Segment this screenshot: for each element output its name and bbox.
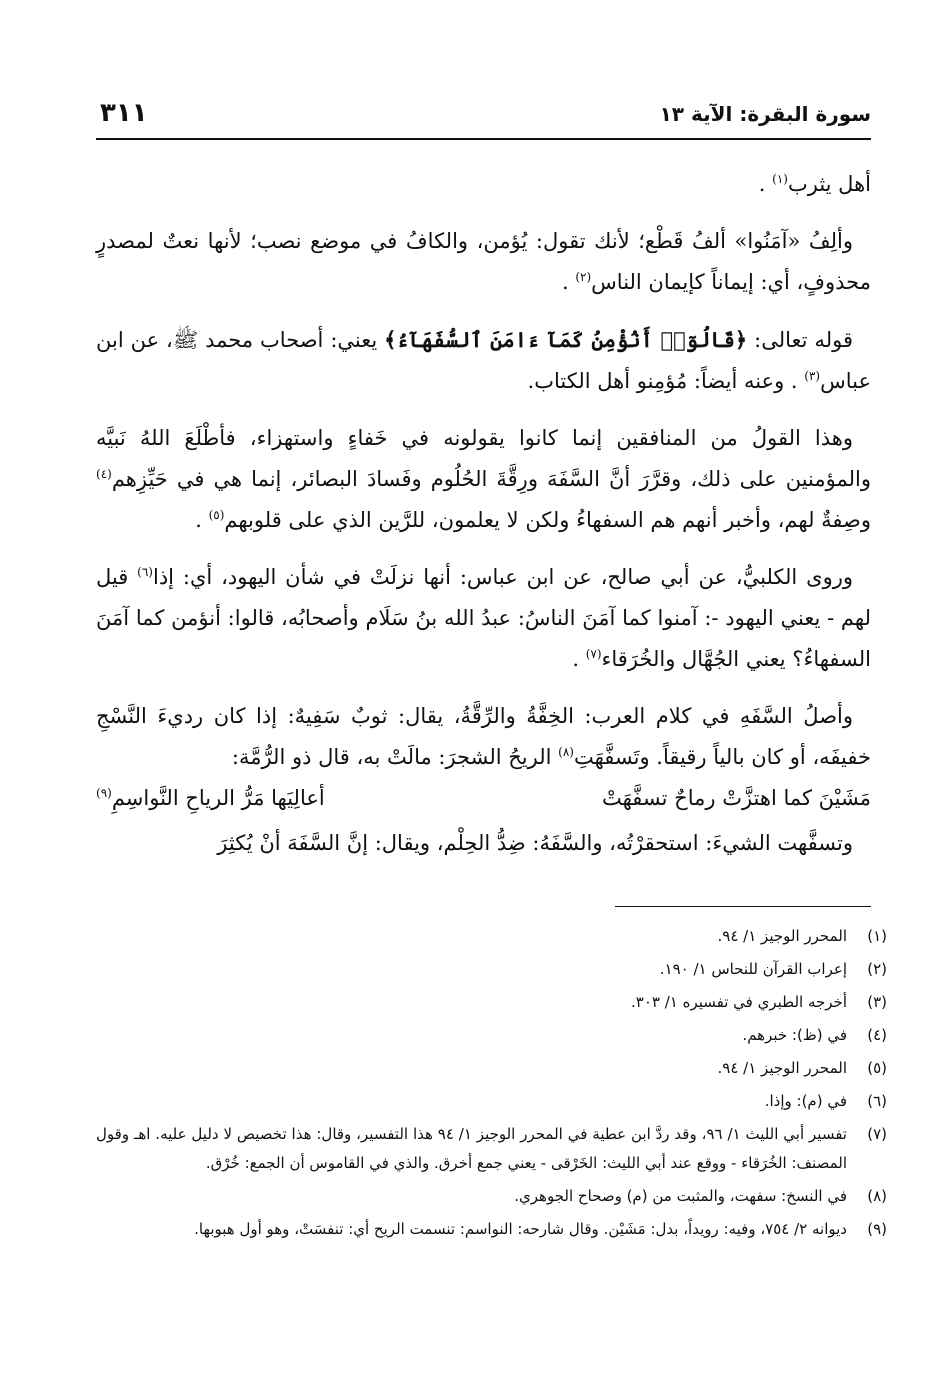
verse-second-hemistich (96, 778, 325, 819)
text-run: وتسفَّهت الشيءَ: استحقرْتُه، والسَّفَهُ: ضِدُّ الحِلْم، ويقال: إنَّ السَّفَهَ أنْ يُكثِرَ (217, 831, 853, 855)
footnote-number: (٣) (867, 993, 887, 1011)
paragraph-3 (96, 319, 871, 402)
footnote-text: في (ظ): خبرهم. (742, 1026, 847, 1044)
footnote (96, 1087, 887, 1116)
text-run: قيل لهم - يعني اليهود -: آمنوا كما آمَنَ الناسُ: عبدُ الله بنُ سَلَام وأصحابُه، قالوا: أنؤمن كما آمَنَ السفهاءُ؟ يعني الجُهَّال والخُرَقاء (96, 565, 871, 671)
footnote-ref: (٦) (137, 565, 153, 579)
page-number: ٣١١ (100, 98, 148, 128)
footnote-number: (٤) (867, 1026, 887, 1044)
footnote-number: (٥) (867, 1059, 887, 1077)
paragraph-2 (96, 221, 871, 303)
running-title: سورة البقرة: الآية ١٣ (659, 102, 871, 126)
quran-verse: ﴿قَالُوٓا۟ أَنُؤْمِنُ كَمَآ ءَامَنَ ٱلسُّفَهَآءُ﴾ (384, 327, 748, 352)
verse-first-hemistich: مَشَيْنَ كما اهتزَّتْ رماحٌ تسفَّهَتْ (602, 786, 871, 810)
text-run: . (561, 270, 576, 294)
paragraph-7 (96, 823, 871, 864)
footnote (96, 1021, 887, 1050)
footnote-text: ديوانه ٢/ ٧٥٤، وفيه: رويداً، بدل: مَشَيْن. وقال شارحه: النواسم: تنسمت الريح أي: تنفسَتْ، وهو أول هبوبها. (194, 1220, 847, 1238)
text-run: وألِفُ «آمَنُوا» ألفُ قَطْع؛ لأنك تقول: يُؤمن، والكافُ في موضع نصب؛ لأنها نعتٌ لمصدرٍ محذوفٍ، أي: إيماناً كإيمان الناس (96, 229, 871, 294)
footnotes (96, 922, 887, 1248)
text-run: وروى الكلبيُّ، عن أبي صالح، عن ابن عباس: أنها نزلَتْ في شأن اليهود، أي: إذا (152, 565, 853, 589)
text-run: . وعنه أيضاً: مُؤمِنو أهل الكتاب. (527, 369, 805, 393)
footnote (96, 1182, 887, 1211)
footnote-text: في النسخ: سفهت، والمثبت من (م) وصحاح الجوهري. (514, 1187, 847, 1205)
page-header (96, 96, 871, 140)
footnote (96, 1054, 887, 1083)
footnote-number: (٦) (867, 1092, 887, 1110)
footnote-text: المحرر الوجيز ١/ ٩٤. (717, 1059, 847, 1077)
text-run: . (195, 508, 209, 532)
footnote-ref: (٧) (585, 647, 602, 661)
text-run: وهذا القولُ من المنافقين إنما كانوا يقولونه في خَفاءٍ واستهزاء، فأطْلَعَ اللهُ نَبيَّه والمؤمنين على ذلك، وقرَّرَ أنَّ السَّفَهَ ورِقَّةَ الحُلُوم وفَسادَ البصائر، إنما هي في حَيِّزِهم (96, 426, 871, 491)
footnote-ref: (٨) (558, 745, 574, 759)
footnote-ref: (١) (772, 172, 788, 186)
footnote-number: (١) (867, 927, 887, 945)
text-run: وصِفةٌ لهم، وأخبر أنهم هم السفهاءُ ولكن لا يعلمون، للرَّين الذي على قلوبهم (224, 508, 871, 532)
footnote-text: المحرر الوجيز ١/ ٩٤. (717, 927, 847, 945)
poetry-verse (96, 778, 871, 819)
footnote (96, 922, 887, 951)
footnote-ref: (٣) (804, 369, 821, 383)
footnote-text: في (م): وإذا. (764, 1092, 847, 1110)
text-run: وأصلُ السَّفَهِ في كلام العرب: الخِفَّةُ والرِّقَّةُ، يقال: ثوبٌ سَفِيهٌ: إذا كان رديءَ النَّسْجِ خفيفَه، أو كان بالياً رقيقاً. وتَسفَّهَتِ (96, 704, 871, 769)
main-text (96, 164, 871, 880)
text-run: أعالِيَها مَرُّ الرياحِ النَّواسِمِ (111, 786, 325, 810)
text-run: أهل يثرب (787, 172, 871, 196)
footnote-ref: (٤) (96, 467, 112, 481)
footnote-text: إعراب القرآن للنحاس ١/ ١٩٠. (659, 960, 847, 978)
footnote (96, 1215, 887, 1244)
footnote (96, 955, 887, 984)
footnote (96, 1120, 887, 1178)
footnote-ref: (٢) (575, 270, 592, 284)
footnote-ref: (٩) (96, 786, 112, 800)
footnote-separator (615, 906, 871, 907)
footnote-text: أخرجه الطبري في تفسيره ١/ ٣٠٣. (630, 993, 847, 1011)
footnote-number: (٢) (867, 960, 887, 978)
footnote-number: (٨) (867, 1187, 887, 1205)
text-run: . (758, 172, 773, 196)
footnote-ref: (٥) (208, 508, 225, 522)
text-run: . (572, 647, 586, 671)
paragraph-4 (96, 418, 871, 541)
footnote-number: (٧) (867, 1125, 887, 1143)
footnote-text: تفسير أبي الليث ١/ ٩٦، وقد ردَّ ابن عطية في المحرر الوجيز ١/ ٩٤ هذا التفسير، وقال: هذا تخصيص لا دليل عليه. اهـ وقول المصنف: الخُرَقاء - ووقع عند أبي الليث: الخَرْقى - يعني جمع أخرق. والذي في القاموس أن الجمع: خُرْق. (96, 1125, 847, 1172)
paragraph-1 (96, 164, 871, 205)
footnote (96, 988, 887, 1017)
paragraph-5 (96, 557, 871, 680)
paragraph-6 (96, 696, 871, 778)
text-run: الريحُ الشجرَ: مالَتْ به، قال ذو الرُّمَّة: (231, 745, 559, 769)
footnote-number: (٩) (867, 1220, 887, 1238)
text-run: قوله تعالى: (747, 328, 853, 352)
text-run: يعني: أصحاب محمد ﷺ، عن ابن عباس (96, 328, 871, 393)
